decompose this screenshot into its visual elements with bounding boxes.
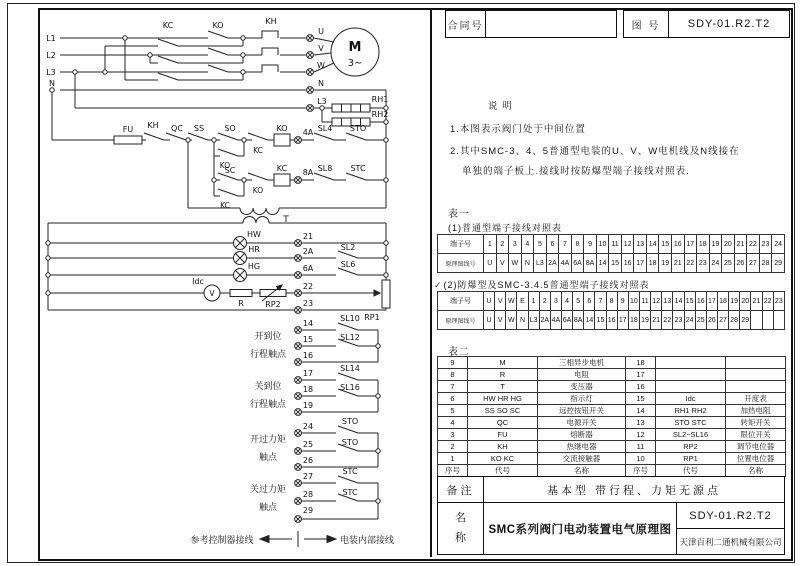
label-terminal-29: 29 <box>302 506 314 515</box>
table-cell: 17 <box>684 235 697 254</box>
label-sto-contact2: STO <box>341 438 359 447</box>
table-cell: 三相异步电机 <box>538 357 626 369</box>
table-cell: L3 <box>534 254 547 273</box>
table-cell: 1 <box>438 453 468 465</box>
contract-box <box>445 10 617 38</box>
table-cell: 位置电位器 <box>726 453 786 465</box>
table-cell: 22 <box>747 235 760 254</box>
drawing-title: SMC系列阀门电动装置电气原理图 <box>484 503 677 554</box>
component-table <box>437 356 786 477</box>
table-cell: 4A <box>559 254 572 273</box>
label-fu: FU <box>122 125 134 134</box>
table-cell: 24 <box>684 311 695 330</box>
table1-label: 表一 <box>448 209 470 220</box>
label-sl2: SL2 <box>340 243 356 252</box>
table-cell: 8 <box>606 292 617 311</box>
label-sl12: SL12 <box>340 333 360 342</box>
table-cell: W <box>506 292 517 311</box>
label-terminal-6a: 6A <box>302 264 314 273</box>
component-row <box>438 417 786 429</box>
terminal-header: 端子号 <box>438 292 484 311</box>
component-row <box>438 405 786 417</box>
table-cell: 18 <box>646 254 659 273</box>
table-cell: 调节电位器 <box>726 441 786 453</box>
table-cell: 5 <box>438 405 468 417</box>
label-terminal-28: 28 <box>302 490 314 499</box>
label-terminal-n: N <box>318 79 324 88</box>
label-terminal-22: 22 <box>302 282 314 291</box>
table-cell: 7 <box>438 381 468 393</box>
table-cell: 12 <box>651 292 662 311</box>
table-cell: 27 <box>717 311 728 330</box>
motor-letter: M <box>348 40 362 55</box>
table-cell: STO STC <box>656 417 726 429</box>
table2-label: 表二 <box>448 347 470 358</box>
group2-label-line1: 关到位 <box>254 382 282 392</box>
terminal-number-row <box>438 235 785 254</box>
table-cell: 5 <box>573 292 584 311</box>
table-cell: 3 <box>438 429 468 441</box>
label-transformer: T <box>283 215 289 225</box>
table-cell: 4 <box>521 235 534 254</box>
label-terminal-19: 19 <box>302 401 314 410</box>
label-sl14: SL14 <box>340 364 360 373</box>
table-cell: M <box>468 357 538 369</box>
panel-divider <box>430 8 432 557</box>
table-cell: V <box>496 254 509 273</box>
table-cell <box>656 357 726 369</box>
label-l2: L2 <box>46 51 56 60</box>
label-idc: Idc <box>192 277 204 286</box>
table-cell: 10 <box>626 453 656 465</box>
table-cell: 15 <box>609 254 622 273</box>
label-ko-bank: KO <box>212 21 224 30</box>
wire-header: 原理图线号 <box>438 311 484 330</box>
label-terminal-18: 18 <box>302 385 314 394</box>
table-cell: U <box>484 254 497 273</box>
check-mark: ✓ <box>434 280 443 290</box>
table-cell: Idc <box>656 393 726 405</box>
normal-terminal-table <box>437 234 785 273</box>
table-cell: 3 <box>509 235 522 254</box>
table-cell: 8A <box>573 311 584 330</box>
table-cell: 12 <box>626 429 656 441</box>
table1-sub1-title: (1)普通型端子接线对照表 <box>448 223 563 233</box>
label-stc-contact1: STC <box>342 467 358 476</box>
table-cell: 5 <box>534 235 547 254</box>
table-cell: 26 <box>706 311 717 330</box>
table-cell: 11 <box>626 441 656 453</box>
group4-label-line2: 触点 <box>258 503 278 513</box>
motor-phase: 3~ <box>347 58 363 69</box>
table1-sub2-text: (2)防爆型及SMC-3.4.5普通型端子接线对照表 <box>443 280 650 290</box>
voltmeter-letter: V <box>209 289 215 298</box>
table-cell: 2A <box>539 311 550 330</box>
label-sl6: SL6 <box>340 260 356 269</box>
label-ko-holding: KO <box>219 161 231 170</box>
table-cell: 14 <box>626 405 656 417</box>
label-terminal-2a: 2A <box>302 247 314 256</box>
table-cell: 17 <box>634 254 647 273</box>
group3-label-line2: 触点 <box>258 453 278 463</box>
table-cell: V <box>495 292 506 311</box>
label-terminal-25: 25 <box>302 440 314 449</box>
note-line-2: 2.其中SMC-3、4、5普通型电装的U、V、W电机线及N线接在 <box>450 146 740 157</box>
table-cell: 10 <box>596 235 609 254</box>
table-cell: 14 <box>584 311 595 330</box>
legend-controller-wiring: 参考控制器接线 <box>190 536 254 546</box>
table-cell: 15 <box>684 292 695 311</box>
remarks-text: 基本型 带行程、力矩无源点 <box>546 484 722 497</box>
label-ko-interlock: KO <box>252 186 264 195</box>
notes-title: 说 明 <box>488 101 513 112</box>
note-line-1: 1.本图表示阀门处于中间位置 <box>450 124 586 135</box>
table-cell: 27 <box>747 254 760 273</box>
table-cell <box>656 381 726 393</box>
table-cell: KO KC <box>468 453 538 465</box>
table-cell: 18 <box>697 235 710 254</box>
table-cell: KH <box>468 441 538 453</box>
label-rh1: RH1 <box>371 95 389 104</box>
table-cell: 16 <box>606 311 617 330</box>
table-cell: T <box>468 381 538 393</box>
wire-header: 原理图线号 <box>438 254 484 273</box>
table-cell: 23 <box>673 311 684 330</box>
table-cell: 变压器 <box>538 381 626 393</box>
table-cell: 15 <box>659 235 672 254</box>
table-cell: 电源开关 <box>538 417 626 429</box>
table-cell: 11 <box>609 235 622 254</box>
label-l1: L1 <box>46 34 56 43</box>
component-row <box>438 441 786 453</box>
table-cell: 14 <box>673 292 684 311</box>
table-cell: 8 <box>438 369 468 381</box>
contract-value <box>486 11 616 37</box>
table-cell: 28 <box>729 311 740 330</box>
table-cell: 21 <box>734 235 747 254</box>
table-cell: 15 <box>626 393 656 405</box>
table-cell: N <box>517 311 528 330</box>
table-cell: 加热电阻 <box>726 405 786 417</box>
table-cell: RH1 RH2 <box>656 405 726 417</box>
label-ko-coil: KO <box>276 124 288 133</box>
table-cell: FU <box>468 429 538 441</box>
table-cell: 22 <box>762 292 773 311</box>
junction-nodes <box>46 36 388 503</box>
label-kc-bank: KC <box>162 21 174 30</box>
table-cell: 22 <box>662 311 673 330</box>
table-cell: 序号 <box>438 465 468 477</box>
table-cell <box>656 369 726 381</box>
table-cell: 16 <box>621 254 634 273</box>
label-stc-contact2: STC <box>342 488 358 497</box>
table-cell: 17 <box>706 292 717 311</box>
table-cell: 13 <box>662 292 673 311</box>
terminal-header: 端子号 <box>438 235 484 254</box>
component-header-row <box>438 465 786 477</box>
indicator-lamps <box>234 237 247 282</box>
name-label-text: 名称 <box>455 511 466 544</box>
table-cell: 17 <box>626 369 656 381</box>
table-cell: 20 <box>722 235 735 254</box>
legend-internal-wiring: 电装内部接线 <box>339 536 395 546</box>
table-cell: 21 <box>751 292 762 311</box>
group1-label-line2: 行程触点 <box>249 350 287 360</box>
label-sl16: SL16 <box>340 383 360 392</box>
label-terminal-u: U <box>318 27 324 36</box>
table-cell: 29 <box>772 254 785 273</box>
group3-label-line1: 开过力矩 <box>249 435 287 445</box>
table-cell: 代号 <box>468 465 538 477</box>
component-row <box>438 453 786 465</box>
table-cell: 9 <box>438 357 468 369</box>
table-cell: 9 <box>617 292 628 311</box>
label-terminal-v: V <box>318 44 324 53</box>
drawing-no-value: SDY-01.R2.T2 <box>687 18 771 30</box>
table-cell: 22 <box>684 254 697 273</box>
table-cell: HW HR HG <box>468 393 538 405</box>
explosionproof-terminal-table <box>437 291 785 330</box>
table-cell: 13 <box>634 235 647 254</box>
contract-label: 合同号 <box>446 11 486 37</box>
table-cell: 16 <box>695 292 706 311</box>
drawing-no-label: 图 号 <box>624 11 669 37</box>
table-cell: 28 <box>759 254 772 273</box>
table-cell: 26 <box>734 254 747 273</box>
table-cell: 2 <box>438 441 468 453</box>
label-kh-contact: KH <box>147 121 159 130</box>
table-cell: 8A <box>584 254 597 273</box>
label-rp1: RP1 <box>364 313 380 322</box>
table-cell: 2A <box>546 254 559 273</box>
label-terminal-17: 17 <box>302 369 314 378</box>
table-cell <box>762 311 773 330</box>
label-qc: QC <box>171 124 183 133</box>
component-row <box>438 429 786 441</box>
table-cell: 12 <box>621 235 634 254</box>
label-terminal-l3: L3 <box>317 97 327 106</box>
table-cell: 24 <box>709 254 722 273</box>
table-cell: 序号 <box>626 465 656 477</box>
table-cell: 6 <box>438 393 468 405</box>
label-hw: HW <box>247 230 261 239</box>
table-cell: U <box>484 311 495 330</box>
table-cell: 29 <box>740 311 751 330</box>
label-terminal-21: 21 <box>302 232 314 241</box>
label-terminal-14: 14 <box>302 319 314 328</box>
table-cell: 电阻 <box>538 369 626 381</box>
table-cell: 13 <box>626 417 656 429</box>
table-cell: 代号 <box>656 465 726 477</box>
label-ss: SS <box>193 124 205 133</box>
table-cell: 交流接触器 <box>538 453 626 465</box>
table-cell: 16 <box>671 235 684 254</box>
table-cell: 21 <box>651 311 662 330</box>
component-row <box>438 381 786 393</box>
table-cell: E <box>517 292 528 311</box>
drawing-number: SDY-01.R2.T2 <box>677 503 784 529</box>
label-kc-coil: KC <box>276 164 288 173</box>
table-cell: 指示灯 <box>538 393 626 405</box>
label-sl4: SL4 <box>317 124 333 133</box>
name-label <box>438 503 484 554</box>
component-row <box>438 357 786 369</box>
label-r: R <box>238 299 244 308</box>
wire-number-row <box>438 254 785 273</box>
table-cell: 6A <box>561 311 572 330</box>
circuit-diagram <box>40 10 428 557</box>
table-cell: 18 <box>717 292 728 311</box>
table-cell: 23 <box>759 235 772 254</box>
label-terminal-4a: 4A <box>302 128 314 137</box>
table-cell: 7 <box>595 292 606 311</box>
table-cell: W <box>509 254 522 273</box>
note-line-3: 单独的端子板上.接线时按防爆型端子接线对照表. <box>462 166 690 177</box>
label-terminal-8a: 8A <box>302 168 314 177</box>
table-cell: 10 <box>628 292 639 311</box>
table-cell: N <box>521 254 534 273</box>
table-cell: 6 <box>584 292 595 311</box>
drawing-no-box <box>623 10 790 38</box>
label-terminal-27: 27 <box>302 472 314 481</box>
table-cell: R <box>468 369 538 381</box>
label-hg: HG <box>247 262 261 271</box>
table-cell: 17 <box>617 311 628 330</box>
table-cell: 熔断器 <box>538 429 626 441</box>
label-sc: SC <box>224 166 236 175</box>
table-cell: 6 <box>546 235 559 254</box>
table-cell: 1 <box>484 235 497 254</box>
label-terminal-24: 24 <box>302 422 314 431</box>
table-cell: 14 <box>596 254 609 273</box>
table-cell: RP2 <box>656 441 726 453</box>
table-cell: 8 <box>571 235 584 254</box>
table-cell: 19 <box>729 292 740 311</box>
table-cell: 25 <box>722 254 735 273</box>
table-cell: 4 <box>561 292 572 311</box>
table-cell: 4 <box>438 417 468 429</box>
table-cell: 23 <box>773 292 784 311</box>
label-sto-contact1: STO <box>341 417 359 426</box>
table-cell: 名称 <box>538 465 626 477</box>
label-n: N <box>49 79 55 88</box>
table-cell: 23 <box>697 254 710 273</box>
table-cell: 15 <box>595 311 606 330</box>
table-cell: 2 <box>539 292 550 311</box>
label-terminal-26: 26 <box>302 456 314 465</box>
table-cell: 24 <box>772 235 785 254</box>
group2-label-line2: 行程触点 <box>249 400 287 410</box>
label-sl8: SL8 <box>317 164 333 173</box>
table-cell: 远控按钮开关 <box>538 405 626 417</box>
name-block <box>437 502 785 555</box>
table-cell: 名称 <box>726 465 786 477</box>
table-cell: V <box>495 311 506 330</box>
table-cell: 18 <box>628 311 639 330</box>
name-right-column <box>677 503 784 554</box>
label-sl10: SL10 <box>340 314 360 323</box>
component-row <box>438 369 786 381</box>
table-cell: 2 <box>496 235 509 254</box>
label-kc-holding: KC <box>220 201 230 210</box>
table-cell: 开度表 <box>726 393 786 405</box>
company-name: 天津百利二通机械有限公司 <box>679 536 782 547</box>
table-cell: 21 <box>671 254 684 273</box>
table-cell: 7 <box>559 235 572 254</box>
table-cell: 14 <box>646 235 659 254</box>
table-cell: 18 <box>626 357 656 369</box>
table-cell: 16 <box>626 381 656 393</box>
table-cell: 热继电器 <box>538 441 626 453</box>
label-l3: L3 <box>46 68 56 77</box>
table-cell: L3 <box>528 311 539 330</box>
table-cell: U <box>484 292 495 311</box>
table-cell: 1 <box>528 292 539 311</box>
remarks-block <box>437 476 785 503</box>
table-cell <box>751 311 762 330</box>
terminal-number-row <box>438 292 785 311</box>
table-cell: 19 <box>639 311 650 330</box>
remarks-label: 备注 <box>438 477 484 502</box>
group4-label-line1: 关过力矩 <box>249 485 287 495</box>
wire-number-row <box>438 311 785 330</box>
table-cell: 4A <box>550 311 561 330</box>
table-cell <box>726 357 786 369</box>
table-cell: 19 <box>709 235 722 254</box>
group1-label-line1: 开到位 <box>254 332 282 342</box>
table-cell <box>726 369 786 381</box>
label-so: SO <box>224 124 236 133</box>
table-cell: W <box>506 311 517 330</box>
circuit-wiring <box>48 28 390 547</box>
table-cell: 11 <box>639 292 650 311</box>
label-kh-elements: KH <box>265 17 277 26</box>
table-cell: SS SO SC <box>468 405 538 417</box>
label-stc: STC <box>350 164 366 173</box>
label-terminal-16: 16 <box>302 351 314 360</box>
table1-sub2-title <box>434 278 650 291</box>
label-rp2: RP2 <box>265 300 281 309</box>
table-cell: 9 <box>584 235 597 254</box>
table-cell: 25 <box>695 311 706 330</box>
label-kc-interlock: KC <box>253 146 263 155</box>
table-cell: QC <box>468 417 538 429</box>
table-cell <box>773 311 784 330</box>
label-rh2: RH2 <box>371 110 389 119</box>
table-cell: 6A <box>571 254 584 273</box>
table-cell: 转矩开关 <box>726 417 786 429</box>
label-terminal-15: 15 <box>302 335 314 344</box>
table-cell <box>726 381 786 393</box>
label-terminal-w: W <box>317 61 325 70</box>
label-terminal-23: 23 <box>302 299 314 308</box>
label-hr: HR <box>248 245 260 254</box>
table-cell: 19 <box>659 254 672 273</box>
table-cell: 限位开关 <box>726 429 786 441</box>
table-cell: 3 <box>550 292 561 311</box>
table-cell: SL2~SL16 <box>656 429 726 441</box>
component-row <box>438 393 786 405</box>
table-cell: 20 <box>740 292 751 311</box>
table-cell: RP1 <box>656 453 726 465</box>
label-sto: STO <box>349 124 367 133</box>
